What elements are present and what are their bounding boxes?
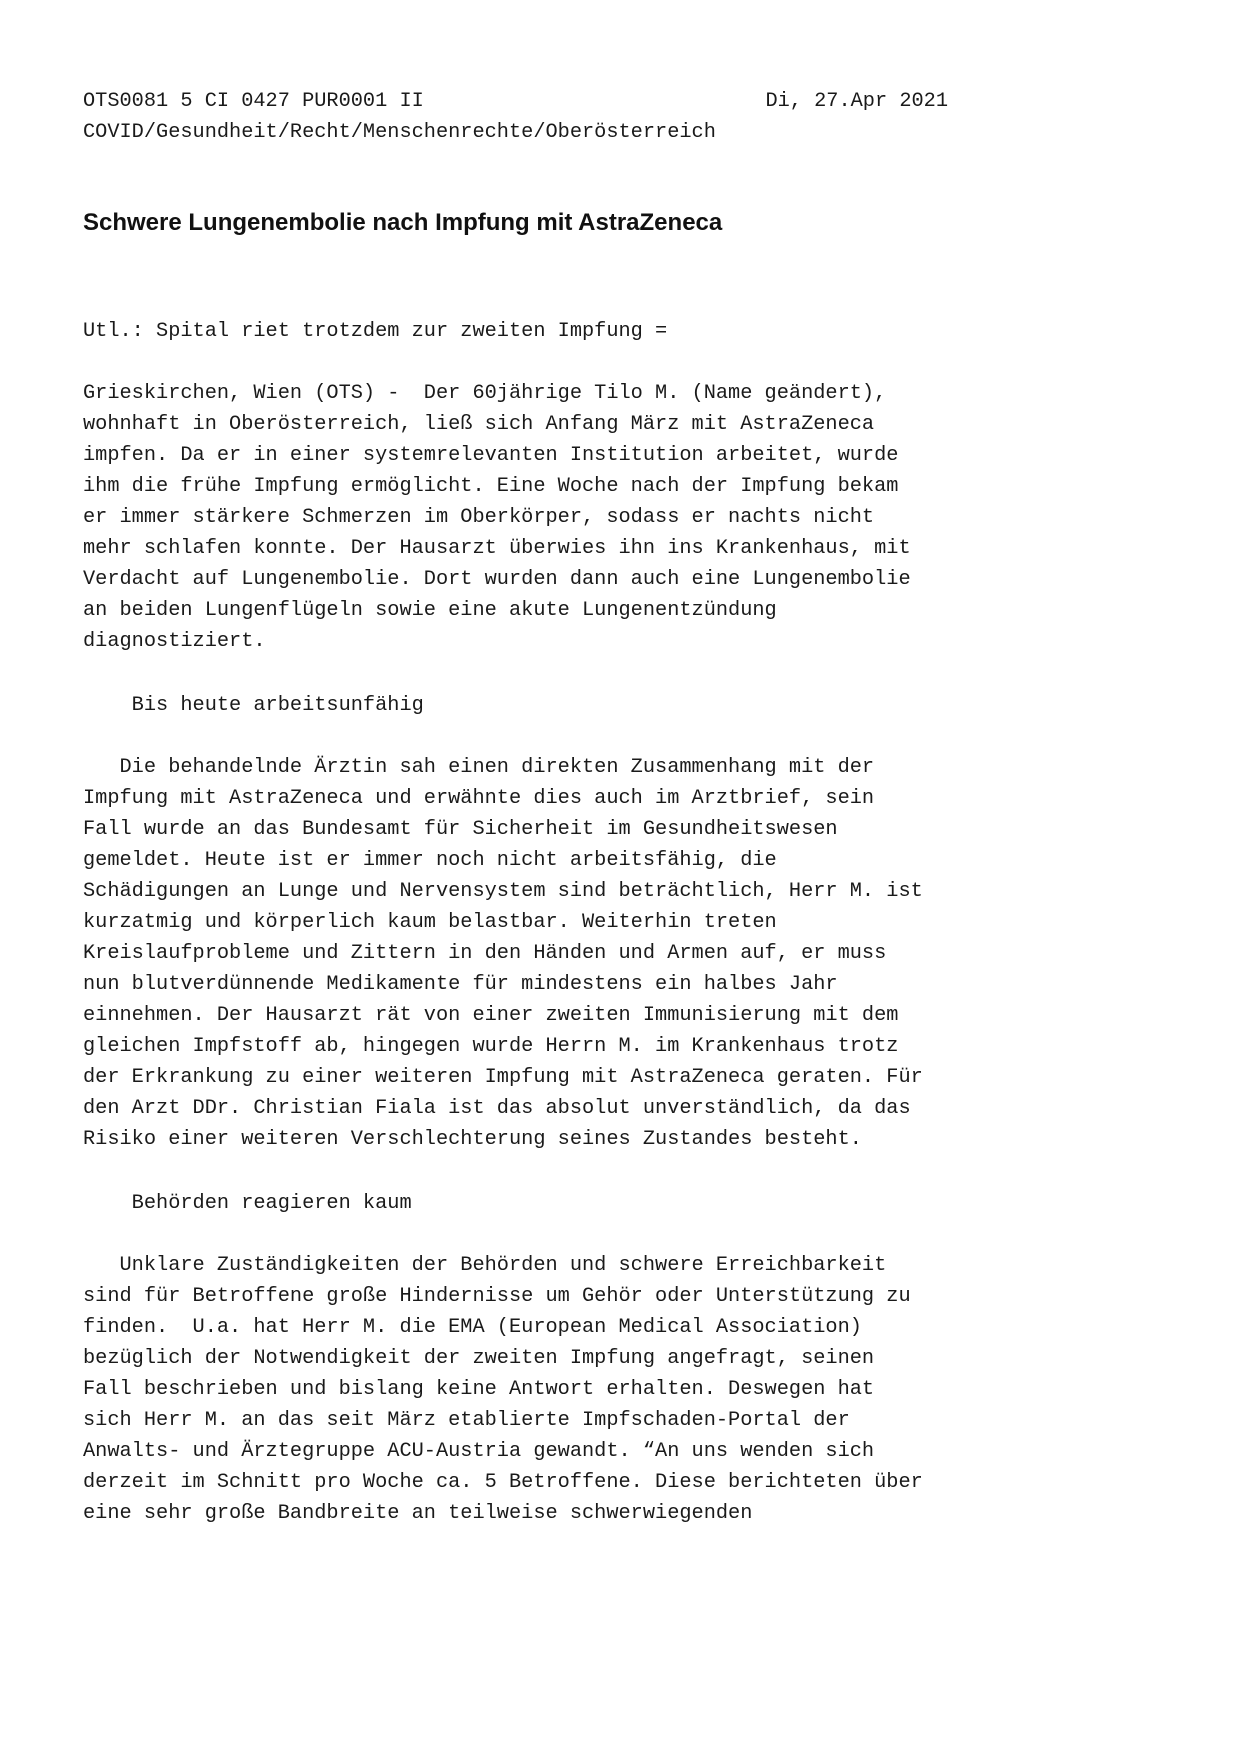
- subtitle: Utl.: Spital riet trotzdem zur zweiten Impfung =: [83, 320, 668, 343]
- paragraph-authorities: Unklare Zuständigkeiten der Behörden und schwere Erreichbarkeit sind für Betroffene große Hindernisse um Gehör oder Unterstützung zu finden. U.a. hat Herr M. die EMA (European Medical Association) bezüglich der Notwendigkeit der zweiten Impfung angefragt, seinen Fall beschrieben und bislang keine Antwort erhalten. Deswegen hat sich Herr M. an das seit März etablierte Impfschaden-Portal der Anwalts- und Ärztegruppe ACU-Austria gewandt. “An uns wenden sich derzeit im Schnitt pro Woche ca. 5 Betroffene. Diese berichteten über eine sehr große Bandbreite an teilweise schwerwiegenden: [83, 1254, 923, 1525]
- document-title: Schwere Lungenembolie nach Impfung mit AstraZeneca: [83, 209, 723, 236]
- release-code: OTS0081 5 CI 0427 PUR0001 II: [83, 90, 424, 113]
- paragraph-intro: Grieskirchen, Wien (OTS) - Der 60jährige Tilo M. (Name geändert), wohnhaft in Oberösterreich, ließ sich Anfang März mit AstraZeneca impfen. Da er in einer systemrelevanten Institution arbeitet, wurde ihm die frühe Impfung ermöglicht. Eine Woche nach der Impfung bekam er immer stärkere Schmerzen im Oberkörper, sodass er nachts nicht mehr schlafen konnte. Der Hausarzt überwies ihn ins Krankenhaus, mit Verdacht auf Lungenembolie. Dort wurden dann auch eine Lungenembolie an beiden Lungenflügeln sowie eine akute Lungenentzündung diagnostiziert.: [83, 382, 911, 653]
- release-date: Di, 27.Apr 2021: [765, 90, 948, 113]
- header-row: [83, 86, 948, 117]
- paragraph-diagnosis: Die behandelnde Ärztin sah einen direkten Zusammenhang mit der Impfung mit AstraZeneca und erwähnte dies auch im Arztbrief, sein Fall wurde an das Bundesamt für Sicherheit im Gesundheitswesen gemeldet. Heute ist er immer noch nicht arbeitsfähig, die Schädigungen an Lunge und Nervensystem sind beträchtlich, Herr M. ist kurzatmig und körperlich kaum belastbar. Weiterhin treten Kreislaufprobleme und Zittern in den Händen und Armen auf, er muss nun blutverdünnende Medikamente für mindestens ein halbes Jahr einnehmen. Der Hausarzt rät von einer zweiten Immunisierung mit dem gleichen Impfstoff ab, hingegen wurde Herrn M. im Krankenhaus trotz der Erkrankung zu einer weiteren Impfung mit AstraZeneca geraten. Für den Arzt DDr. Christian Fiala ist das absolut unverständlich, da das Risiko einer weiteren Verschlechterung seines Zustandes besteht.: [83, 756, 923, 1151]
- category-tags: COVID/Gesundheit/Recht/Menschenrechte/Oberösterreich: [83, 121, 716, 144]
- section-heading-arbeitsunfaehig: Bis heute arbeitsunfähig: [83, 694, 424, 717]
- section-heading-behoerden: Behörden reagieren kaum: [83, 1192, 412, 1215]
